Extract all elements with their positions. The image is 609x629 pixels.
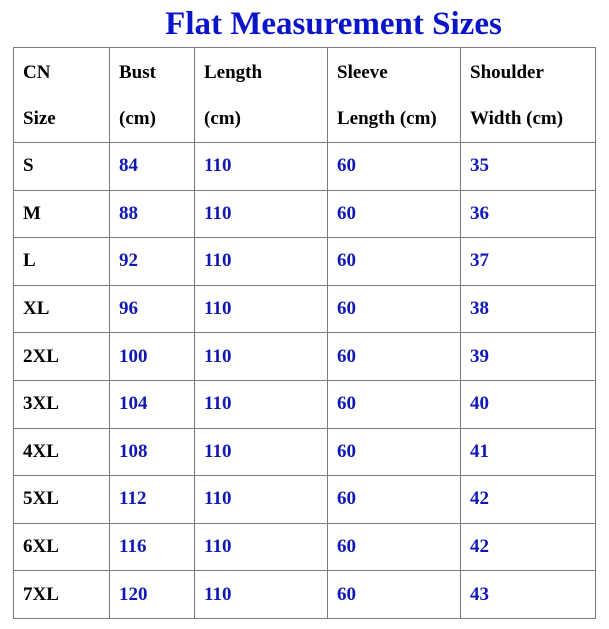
bust-cell: 96 <box>110 285 195 333</box>
page-title: Flat Measurement Sizes <box>165 6 502 42</box>
length-cell: 110 <box>195 380 328 428</box>
sleeve-cell: 60 <box>328 143 461 191</box>
table-header-row <box>14 48 596 143</box>
shoulder-cell: 38 <box>461 285 596 333</box>
size-cell: M <box>14 190 110 238</box>
sleeve-cell: 60 <box>328 523 461 571</box>
size-cell: 7XL <box>14 571 110 619</box>
length-cell: 110 <box>195 333 328 381</box>
bust-cell: 112 <box>110 476 195 524</box>
table-row <box>14 571 596 619</box>
bust-cell: 92 <box>110 238 195 286</box>
table-row <box>14 380 596 428</box>
header-sleeve-length <box>328 48 461 143</box>
length-cell: 110 <box>195 238 328 286</box>
bust-cell: 116 <box>110 523 195 571</box>
header-line: Shoulder <box>470 62 544 83</box>
header-line: (cm) <box>204 108 241 129</box>
bust-cell: 104 <box>110 380 195 428</box>
length-cell: 110 <box>195 428 328 476</box>
table-row <box>14 476 596 524</box>
shoulder-cell: 37 <box>461 238 596 286</box>
table-row <box>14 333 596 381</box>
shoulder-cell: 42 <box>461 476 596 524</box>
sleeve-cell: 60 <box>328 428 461 476</box>
length-cell: 110 <box>195 571 328 619</box>
header-line: Length <box>204 62 263 83</box>
size-cell: 6XL <box>14 523 110 571</box>
shoulder-cell: 39 <box>461 333 596 381</box>
bust-cell: 84 <box>110 143 195 191</box>
table-row <box>14 285 596 333</box>
size-cell: 2XL <box>14 333 110 381</box>
shoulder-cell: 42 <box>461 523 596 571</box>
header-line: Sleeve <box>337 62 388 83</box>
sleeve-cell: 60 <box>328 333 461 381</box>
table-row <box>14 428 596 476</box>
bust-cell: 88 <box>110 190 195 238</box>
header-line: CN <box>23 62 51 83</box>
length-cell: 110 <box>195 143 328 191</box>
size-cell: 5XL <box>14 476 110 524</box>
sleeve-cell: 60 <box>328 380 461 428</box>
shoulder-cell: 41 <box>461 428 596 476</box>
header-line: Size <box>23 108 56 129</box>
shoulder-cell: 40 <box>461 380 596 428</box>
header-cn-size <box>14 48 110 143</box>
table-row <box>14 238 596 286</box>
header-bust <box>110 48 195 143</box>
size-cell: XL <box>14 285 110 333</box>
length-cell: 110 <box>195 285 328 333</box>
sleeve-cell: 60 <box>328 190 461 238</box>
bust-cell: 120 <box>110 571 195 619</box>
bust-cell: 100 <box>110 333 195 381</box>
table-row <box>14 190 596 238</box>
size-cell: 3XL <box>14 380 110 428</box>
sleeve-cell: 60 <box>328 238 461 286</box>
table-row <box>14 523 596 571</box>
sleeve-cell: 60 <box>328 476 461 524</box>
size-chart-table <box>13 47 596 619</box>
header-line: Length (cm) <box>337 108 437 129</box>
shoulder-cell: 36 <box>461 190 596 238</box>
header-length <box>195 48 328 143</box>
size-cell: 4XL <box>14 428 110 476</box>
header-line: (cm) <box>119 108 156 129</box>
length-cell: 110 <box>195 476 328 524</box>
size-cell: S <box>14 143 110 191</box>
bust-cell: 108 <box>110 428 195 476</box>
header-line: Width (cm) <box>470 108 564 129</box>
sleeve-cell: 60 <box>328 285 461 333</box>
shoulder-cell: 35 <box>461 143 596 191</box>
length-cell: 110 <box>195 523 328 571</box>
sleeve-cell: 60 <box>328 571 461 619</box>
header-shoulder-width <box>461 48 596 143</box>
size-cell: L <box>14 238 110 286</box>
shoulder-cell: 43 <box>461 571 596 619</box>
table-row <box>14 143 596 191</box>
length-cell: 110 <box>195 190 328 238</box>
header-line: Bust <box>119 62 156 83</box>
